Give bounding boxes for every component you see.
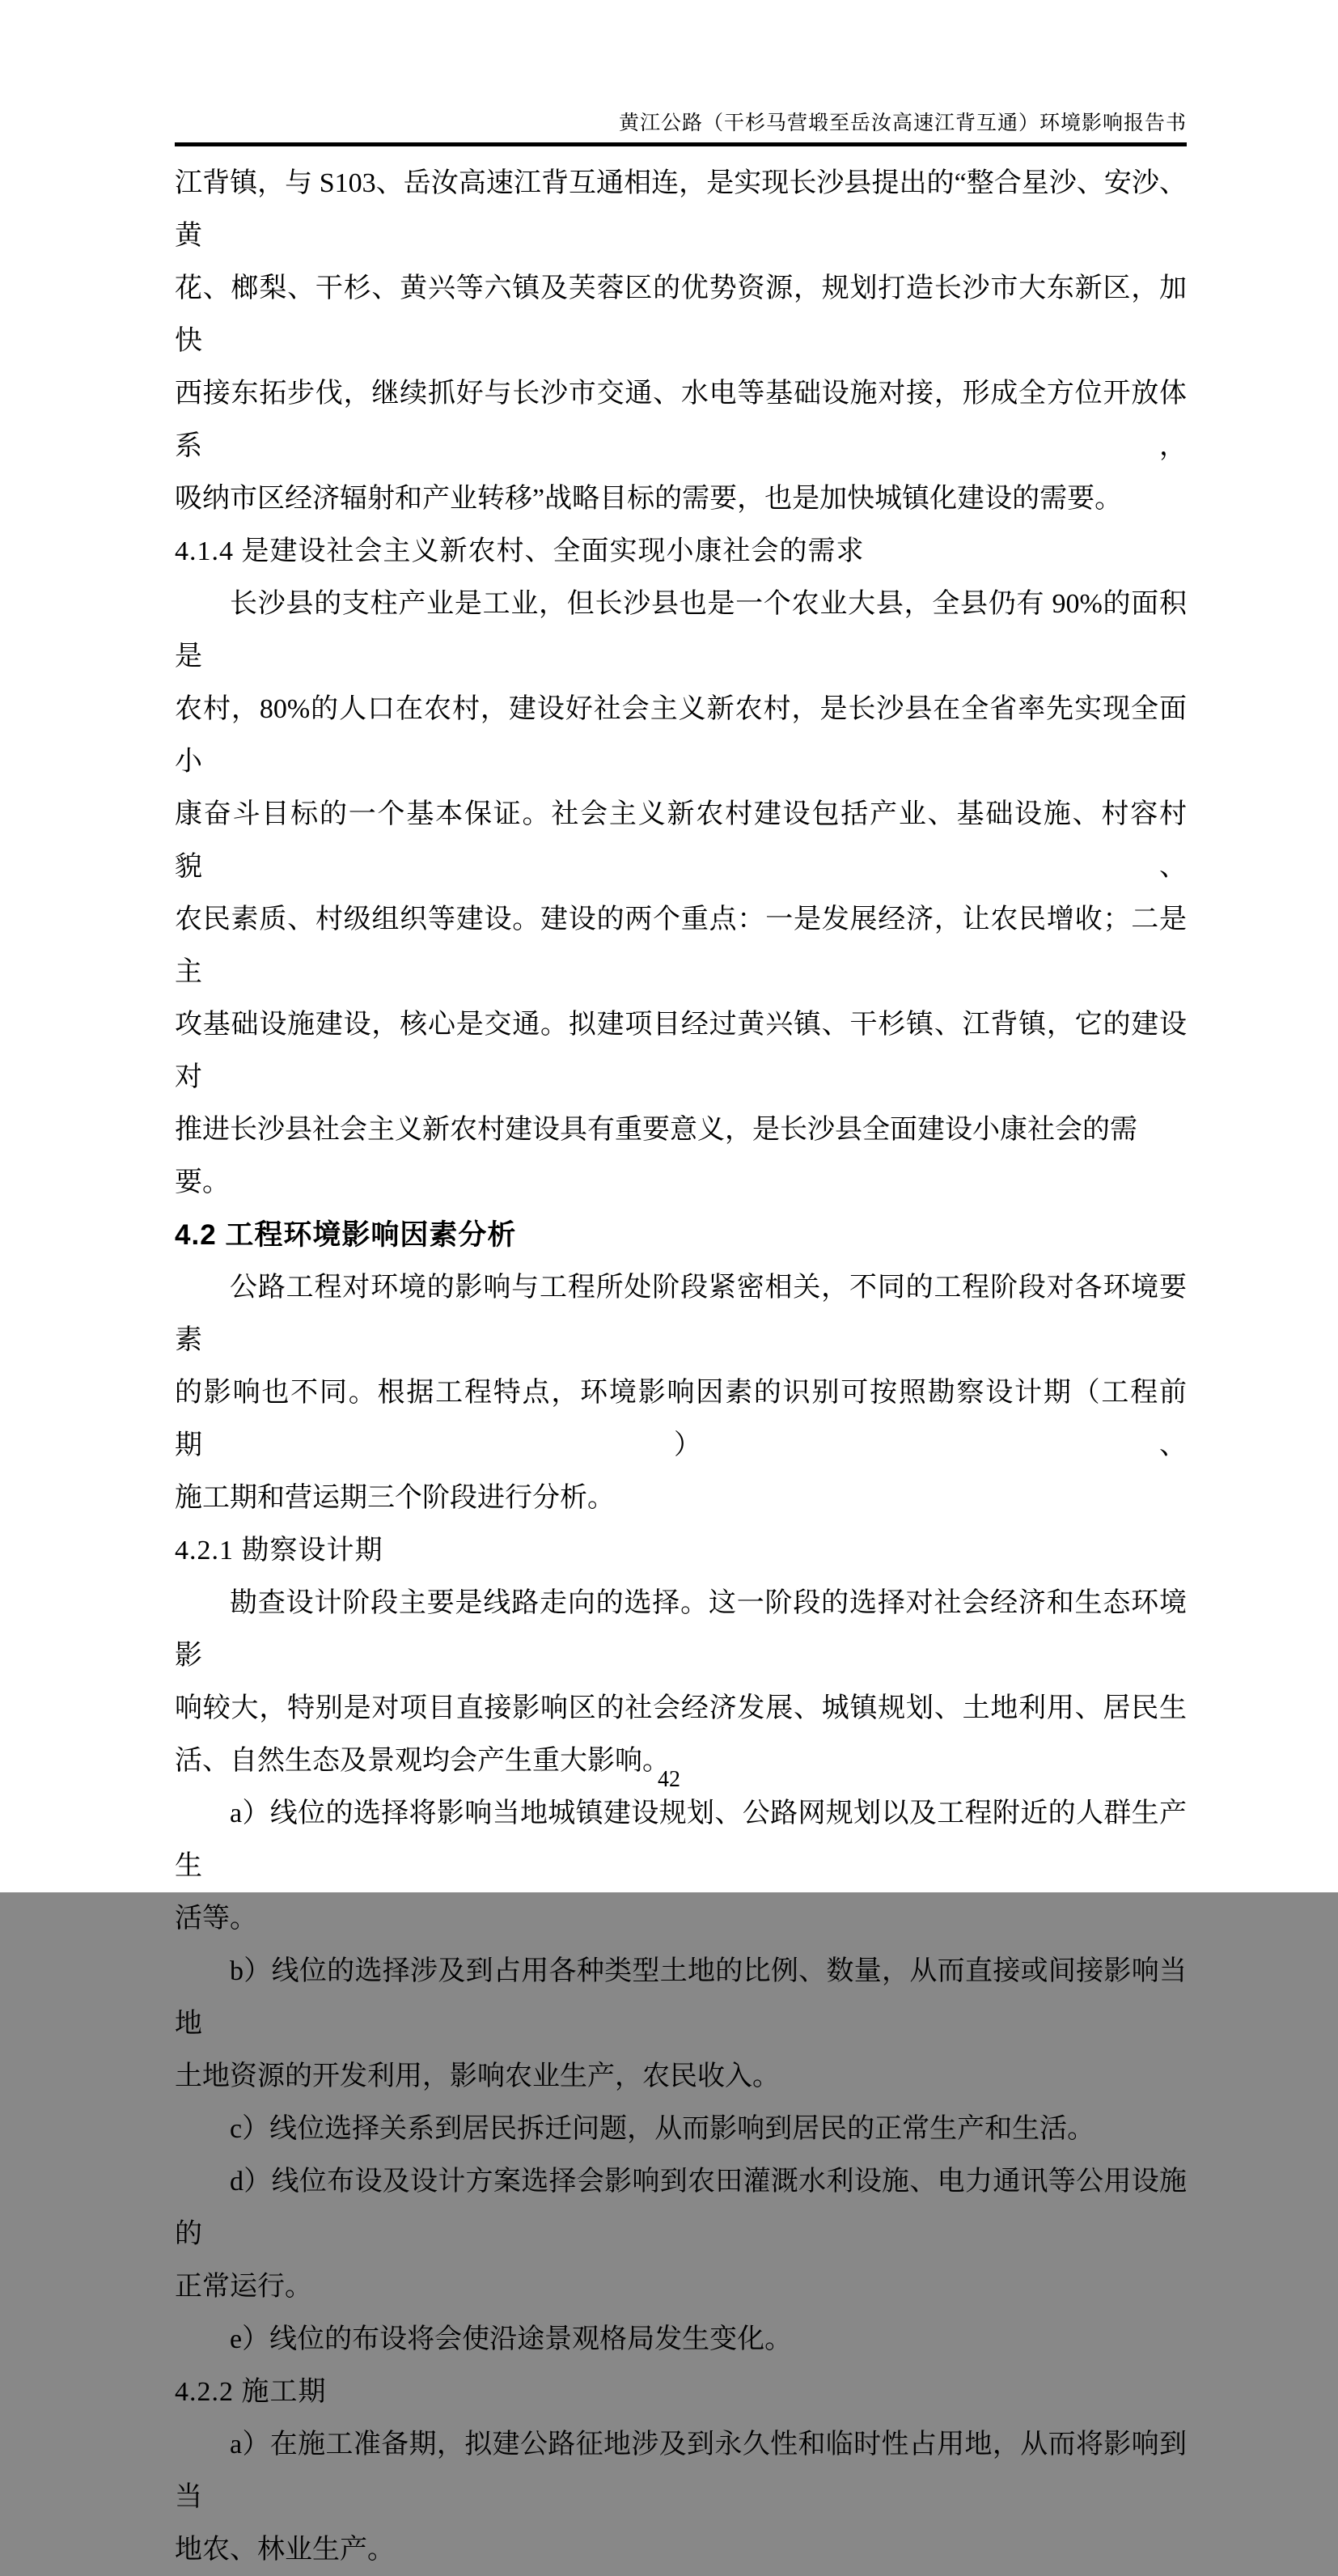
body-line: b）线位的选择涉及到占用各种类型土地的比例、数量，从而直接或间接影响当地 (175, 1956, 1187, 2039)
page-header: 黄江公路（干杉马营塅至岳汝高速江背互通）环境影响报告书 (618, 112, 1187, 134)
body-line: 攻基础设施建设，核心是交通。拟建项目经过黄兴镇、干杉镇、江背镇，它的建设对 (175, 1010, 1187, 1092)
body-line: 推进长沙县社会主义新农村建设具有重要意义，是长沙县全面建设小康社会的需要。 (175, 1115, 1137, 1197)
body-line: d）线位布设及设计方案选择会影响到农田灌溉水利设施、电力通讯等公用设施的 (175, 2167, 1187, 2249)
body-line: 活等。 (175, 1904, 257, 1934)
body-line: 地农、林业生产。 (175, 2535, 395, 2565)
page-number: 42 (658, 1767, 680, 1792)
body-line: 活、自然生态及景观均会产生重大影响。 (175, 1746, 670, 1776)
body-line: 康奋斗目标的一个基本保证。社会主义新农村建设包括产业、基础设施、村容村貌、 (175, 799, 1187, 882)
body-line: 长沙县的支柱产业是工业，但长沙县也是一个农业大县，全县仍有 90%的面积是 (175, 589, 1187, 672)
header-rule (175, 142, 1187, 146)
section-heading: 4.2 工程环境影响因素分析 (175, 1219, 517, 1251)
body-line: 花、榔梨、干杉、黄兴等六镇及芙蓉区的优势资源，规划打造长沙市大东新区，加快 (175, 273, 1187, 356)
body-line: 的影响也不同。根据工程特点，环境影响因素的识别可按照勘察设计期（工程前期）、 (175, 1378, 1187, 1460)
body-line: 西接东拓步伐，继续抓好与长沙市交通、水电等基础设施对接，形成全方位开放体系， (175, 379, 1187, 461)
body-line: a）线位的选择将影响当地城镇建设规划、公路网规划以及工程附近的人群生产生 (175, 1799, 1187, 1881)
body-line: 勘查设计阶段主要是线路走向的选择。这一阶段的选择对社会经济和生态环境影 (175, 1588, 1187, 1671)
section-heading: 4.2.1 勘察设计期 (175, 1536, 383, 1566)
body-line: 响较大，特别是对项目直接影响区的社会经济发展、城镇规划、土地利用、居民生 (175, 1693, 1187, 1723)
section-heading: 4.1.4 是建设社会主义新农村、全面实现小康社会的需求 (175, 536, 865, 566)
body-line: 公路工程对环境的影响与工程所处阶段紧密相关，不同的工程阶段对各环境要素 (175, 1273, 1187, 1355)
body-line: e）线位的布设将会使沿途景观格局发生变化。 (230, 2324, 793, 2354)
section-heading: 4.2.2 施工期 (175, 2377, 327, 2407)
body-line: 正常运行。 (175, 2272, 312, 2302)
body-line: 吸纳市区经济辐射和产业转移”战略目标的需要，也是加快城镇化建设的需要。 (175, 484, 1123, 514)
body-line: 农村，80%的人口在农村，建设好社会主义新农村，是长沙县在全省率先实现全面小 (175, 694, 1187, 777)
body-line: a）在施工准备期，拟建公路征地涉及到永久性和临时性占用地，从而将影响到当 (175, 2430, 1187, 2512)
body-line: c）线位选择关系到居民拆迁问题，从而影响到居民的正常生产和生活。 (230, 2114, 1095, 2144)
body-line: 施工期和营运期三个阶段进行分析。 (175, 1483, 615, 1513)
body-line: 农民素质、村级组织等建设。建设的两个重点：一是发展经济，让农民增收；二是主 (175, 905, 1187, 987)
body-line: 江背镇，与 S103、岳汝高速江背互通相连，是实现长沙县提出的“整合星沙、安沙、黄 (175, 168, 1187, 251)
document-body (175, 157, 1187, 2576)
body-line: 土地资源的开发利用，影响农业生产，农民收入。 (175, 2061, 780, 2091)
